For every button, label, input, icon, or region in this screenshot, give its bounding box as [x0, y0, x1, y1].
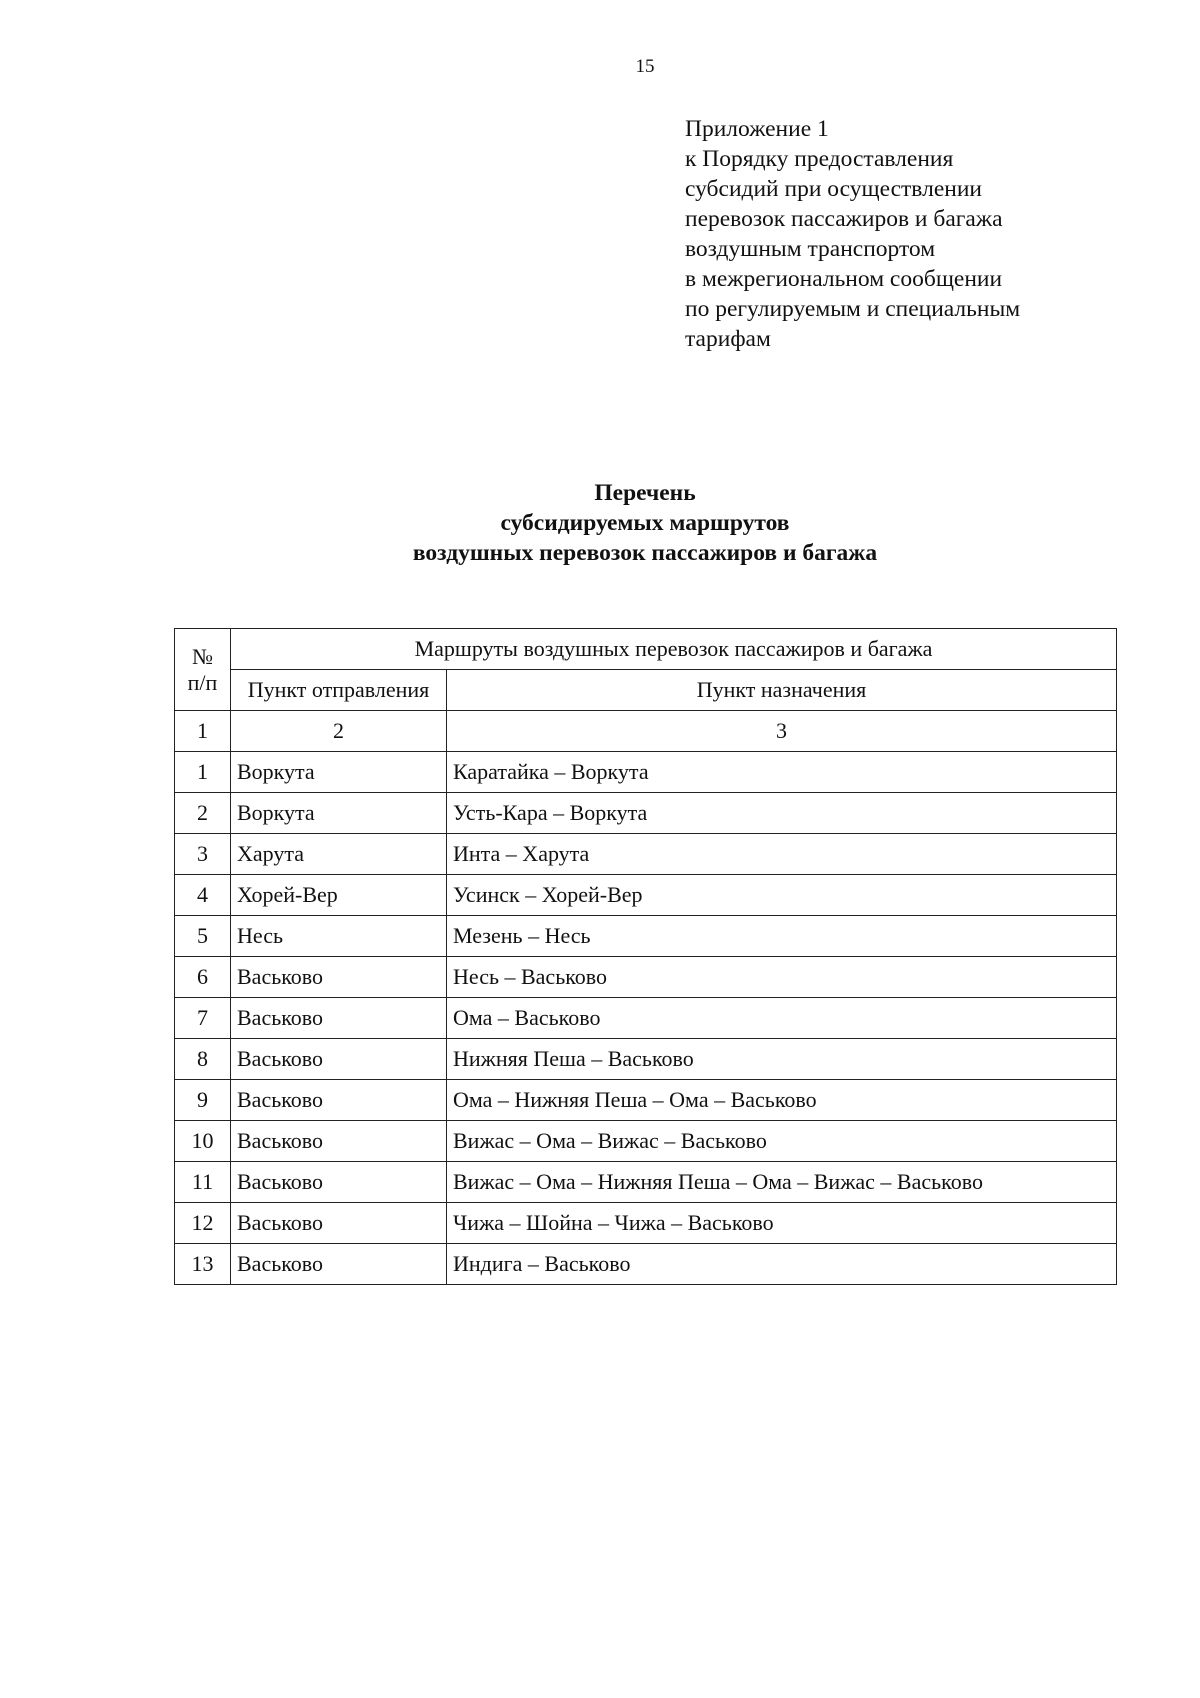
- departure-cell: Васьково: [231, 1244, 447, 1285]
- row-number: 13: [175, 1244, 231, 1285]
- destination-cell: Усинск – Хорей-Вер: [447, 875, 1117, 916]
- appendix-line: Приложение 1: [685, 116, 829, 142]
- row-number: 6: [175, 957, 231, 998]
- table-row: [175, 957, 1117, 998]
- destination-cell: Индига – Васьково: [447, 1244, 1117, 1285]
- table-row: [175, 1162, 1117, 1203]
- row-number: 1: [175, 752, 231, 793]
- row-number: 9: [175, 1080, 231, 1121]
- table-row: [175, 875, 1117, 916]
- routes-table: [174, 628, 1117, 1285]
- column-number: 1: [175, 711, 231, 752]
- table-row: [175, 1039, 1117, 1080]
- table-row: [175, 834, 1117, 875]
- row-number: 11: [175, 1162, 231, 1203]
- destination-cell: Вижас – Ома – Вижас – Васьково: [447, 1121, 1117, 1162]
- departure-cell: Васьково: [231, 1162, 447, 1203]
- appendix-line: тарифам: [685, 326, 771, 352]
- table-subheader-row: [175, 670, 1117, 711]
- row-number: 3: [175, 834, 231, 875]
- departure-cell: Хорей-Вер: [231, 875, 447, 916]
- departure-cell: Васьково: [231, 1203, 447, 1244]
- departure-header: Пункт отправления: [231, 670, 447, 711]
- destination-cell: Несь – Васьково: [447, 957, 1117, 998]
- num-header-line: №: [192, 643, 213, 669]
- row-number: 7: [175, 998, 231, 1039]
- table-row: [175, 1244, 1117, 1285]
- departure-cell: Воркута: [231, 793, 447, 834]
- document-title: [0, 478, 1200, 568]
- destination-cell: Нижняя Пеша – Васьково: [447, 1039, 1117, 1080]
- row-number: 12: [175, 1203, 231, 1244]
- title-line: Перечень: [594, 480, 696, 506]
- table-row: [175, 998, 1117, 1039]
- destination-cell: Чижа – Шойна – Чижа – Васьково: [447, 1203, 1117, 1244]
- appendix-line: по регулируемым и специальным: [685, 296, 1021, 322]
- table-row: [175, 1080, 1117, 1121]
- column-number: 2: [231, 711, 447, 752]
- column-number: 3: [447, 711, 1117, 752]
- destination-cell: Ома – Нижняя Пеша – Ома – Васьково: [447, 1080, 1117, 1121]
- table-row: [175, 1203, 1117, 1244]
- row-number: 10: [175, 1121, 231, 1162]
- departure-cell: Васьково: [231, 1121, 447, 1162]
- appendix-line: перевозок пассажиров и багажа: [685, 206, 1003, 232]
- title-line: субсидируемых маршрутов: [500, 510, 790, 536]
- appendix-line: субсидий при осуществлении: [685, 176, 982, 202]
- departure-cell: Васьково: [231, 998, 447, 1039]
- row-number: 2: [175, 793, 231, 834]
- table-row: [175, 1121, 1117, 1162]
- departure-cell: Несь: [231, 916, 447, 957]
- departure-cell: Васьково: [231, 1039, 447, 1080]
- row-number: 4: [175, 875, 231, 916]
- destination-cell: Инта – Харута: [447, 834, 1117, 875]
- appendix-line: к Порядку предоставления: [685, 146, 954, 172]
- table-row: [175, 793, 1117, 834]
- row-number: 5: [175, 916, 231, 957]
- departure-cell: Воркута: [231, 752, 447, 793]
- destination-cell: Мезень – Несь: [447, 916, 1117, 957]
- row-number: 8: [175, 1039, 231, 1080]
- table-row: [175, 916, 1117, 957]
- destination-cell: Вижас – Ома – Нижняя Пеша – Ома – Вижас – Васьково: [447, 1162, 1117, 1203]
- table-header-row: [175, 629, 1117, 670]
- departure-cell: Харута: [231, 834, 447, 875]
- column-number-row: [175, 711, 1117, 752]
- routes-group-header: Маршруты воздушных перевозок пассажиров и багажа: [231, 629, 1117, 670]
- appendix-line: воздушным транспортом: [685, 236, 936, 262]
- destination-cell: Ома – Васьково: [447, 998, 1117, 1039]
- departure-cell: Васьково: [231, 1080, 447, 1121]
- appendix-reference: [685, 114, 1125, 354]
- destination-cell: Усть-Кара – Воркута: [447, 793, 1117, 834]
- table-row: [175, 752, 1117, 793]
- page-number: 15: [635, 56, 655, 77]
- num-header: [175, 629, 231, 711]
- title-line: воздушных перевозок пассажиров и багажа: [412, 540, 878, 566]
- departure-cell: Васьково: [231, 957, 447, 998]
- destination-cell: Каратайка – Воркута: [447, 752, 1117, 793]
- num-header-line: п/п: [187, 669, 218, 695]
- appendix-line: в межрегиональном сообщении: [685, 266, 1003, 292]
- destination-header: Пункт назначения: [447, 670, 1117, 711]
